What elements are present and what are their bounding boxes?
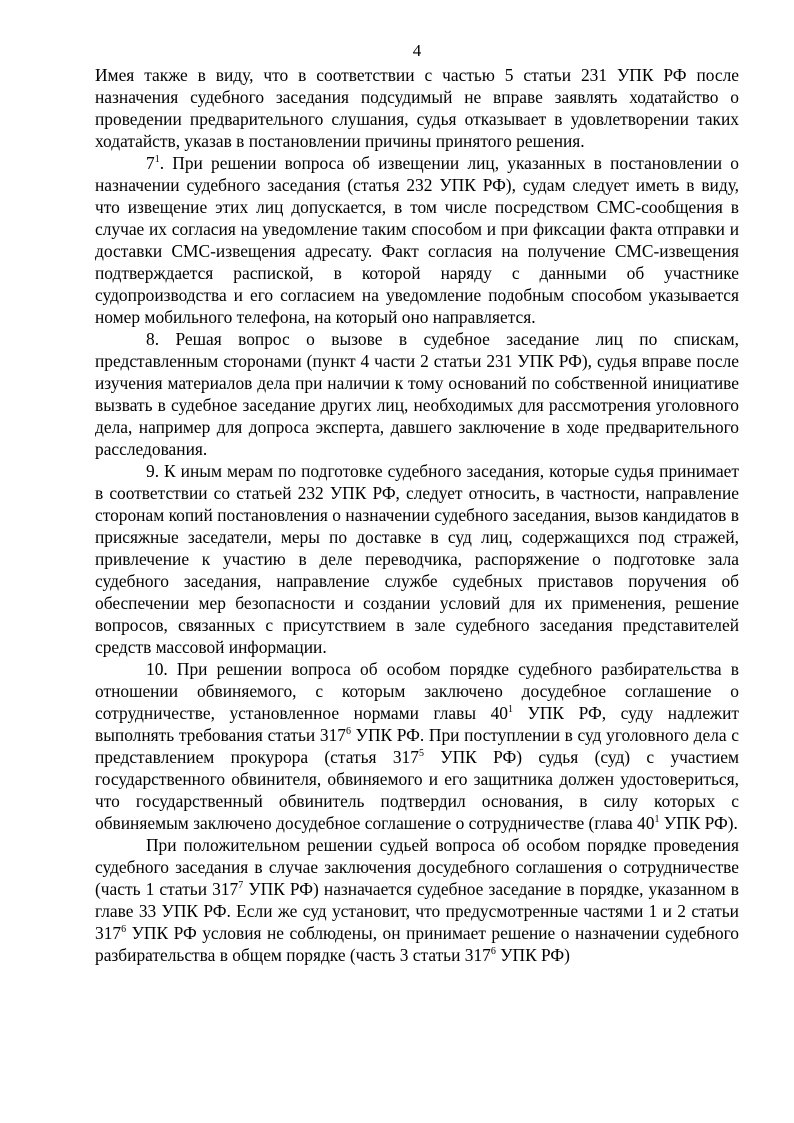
paragraph-text: УПК РФ) судья (суд) с участием государственного обвинителя, обвиняемого и его защитника должен удостовериться, что государственный обвинитель подтвердил основания, в силу которых с обвиняемым заключено досудебное соглашение о сотрудничестве (глава 40	[95, 747, 739, 833]
superscript: 6	[490, 946, 496, 958]
paragraph-8	[95, 328, 739, 460]
paragraph-7-1	[95, 152, 739, 328]
paragraph-text: УПК РФ, суду надлежит выполнять требования статьи 317	[95, 703, 739, 745]
paragraph-continuation	[95, 64, 739, 152]
paragraph-text: 10. При решении вопроса об особом порядке судебного разбирательства в отношении обвиняемого, с которым заключено досудебное соглашение о сотрудничестве, установленное нормами главы 40	[95, 659, 739, 723]
paragraph-10-continued	[95, 834, 739, 966]
paragraph-text: УПК РФ).	[659, 813, 738, 833]
paragraph-text: Имея также в виду, что в соответствии с частью 5 статьи 231 УПК РФ после назначения судебного заседания подсудимый не вправе заявлять ходатайство о проведении предварительного слушания, судья отказывает в удовлетворении таких ходатайств, указав в постановлении причины принятого решения.	[95, 65, 739, 151]
superscript: 6	[121, 924, 127, 936]
paragraph-text: 8. Решая вопрос о вызове в судебное заседание лиц по спискам, представленным сторонами (пункт 4 части 2 статьи 231 УПК РФ), судья вправе после изучения материалов дела при наличии к тому оснований по собственной инициативе вызвать в судебное заседание других лиц, необходимых для рассмотрения уголовного дела, например для допроса эксперта, давшего заключение в ходе предварительного расследования.	[95, 329, 739, 459]
paragraph-text: . При решении вопроса об извещении лиц, указанных в постановлении о назначении судебного заседания (статья 232 УПК РФ), судам следует иметь в виду, что извещение этих лиц допускается, в том числе посредством СМС-сообщения в случае их согласия на уведомление таким способом и при фиксации факта отправки и доставки СМС-извещения адресату. Факт согласия на получение СМС-извещения подтверждается распиской, в которой наряду с данными об участнике судопроизводства и его согласием на уведомление подобным способом указывается номер мобильного телефона, на который оно направляется.	[95, 153, 739, 327]
superscript: 1	[154, 154, 160, 166]
paragraph-9	[95, 460, 739, 658]
document-page	[95, 40, 739, 966]
superscript: 1	[654, 814, 660, 826]
paragraph-text: При положительном решении судьей вопроса об особом порядке проведения судебного заседания в случае заключения досудебного соглашения о сотрудничестве (часть 1 статьи 317	[95, 835, 739, 899]
page-number: 4	[412, 41, 422, 60]
paragraph-text: УПК РФ условия не соблюдены, он принимает решение о назначении судебного разбирательства в общем порядке (часть 3 статьи 317	[95, 923, 739, 965]
paragraph-text: УПК РФ) назначается судебное заседание в порядке, указанном в главе 33 УПК РФ. Если же суд установит, что предусмотренные частями 1 и 2 статьи 317	[95, 879, 740, 943]
superscript: 1	[508, 704, 513, 716]
paragraph-text: УПК РФ. При поступлении в суд уголовного дела с представлением прокурора (статья 317	[95, 725, 739, 767]
superscript: 5	[418, 748, 424, 760]
paragraph-text: УПК РФ)	[495, 945, 570, 965]
paragraph-10	[95, 658, 739, 834]
paragraph-text: 9. К иным мерам по подготовке судебного заседания, которые судья принимает в соответствии со статьей 232 УПК РФ, следует относить, в частности, направление сторонам копий постановления о назначении судебного заседания, вызов кандидатов в присяжные заседатели, меры по доставке в суд лиц, содержащихся под стражей, привлечение к участию в деле переводчика, распоряжение о подготовке зала судебного заседания, направление службе судебных приставов поручения об обеспечении мер безопасности и создании условий для их применения, решение вопросов, связанных с присутствием в зале судебного заседания представителей средств массовой информации.	[95, 461, 739, 657]
superscript: 7	[238, 880, 244, 892]
superscript: 6	[346, 726, 351, 738]
paragraph-number: 7	[146, 153, 155, 173]
